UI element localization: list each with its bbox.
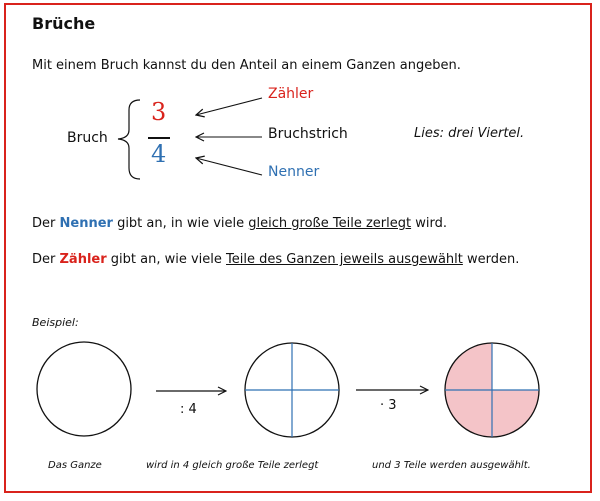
example-label: Beispiel: (32, 316, 79, 329)
selected-circle (445, 343, 539, 437)
zaehler-label: Zähler (268, 86, 314, 102)
caption-selected: und 3 Teile werden ausgewählt. (372, 460, 531, 471)
whole-circle (37, 342, 131, 436)
bruch-label: Bruch (67, 130, 108, 146)
nenner-underlined: gleich große Teile zerlegt (248, 216, 412, 231)
caption-split: wird in 4 gleich große Teile zerlegt (146, 460, 319, 471)
intro-text: Mit einem Bruch kannst du den Anteil an einem Ganzen angeben. (32, 58, 461, 73)
reading-hint: Lies: drei Viertel. (414, 126, 525, 141)
denominator: 4 (151, 140, 167, 168)
nenner-sentence: Der Nenner gibt an, in wie viele gleich große Teile zerlegt wird. (32, 216, 447, 231)
numerator: 3 (151, 98, 167, 126)
split-circle (245, 343, 339, 437)
zaehler-underlined: Teile des Ganzen jeweils ausgewählt (226, 252, 463, 267)
unselected-part (492, 343, 539, 390)
arrow-zaehler (196, 98, 262, 115)
page-title: Brüche (32, 14, 96, 33)
selected-part (492, 390, 539, 437)
selected-part (445, 390, 492, 437)
step-divide: : 4 (180, 402, 197, 417)
nenner-label: Nenner (268, 164, 320, 180)
zaehler-sentence: Der Zähler gibt an, wie viele Teile des Ganzen jeweils ausgewählt werden. (32, 252, 520, 267)
bruchstrich-label: Bruchstrich (268, 126, 348, 142)
arrow-nenner (196, 158, 262, 175)
step-multiply: · 3 (380, 398, 397, 413)
zaehler-keyword: Zähler (59, 252, 107, 267)
selected-part (445, 343, 492, 390)
nenner-keyword: Nenner (59, 216, 113, 231)
brace-icon (118, 100, 140, 179)
caption-whole: Das Ganze (48, 460, 102, 471)
